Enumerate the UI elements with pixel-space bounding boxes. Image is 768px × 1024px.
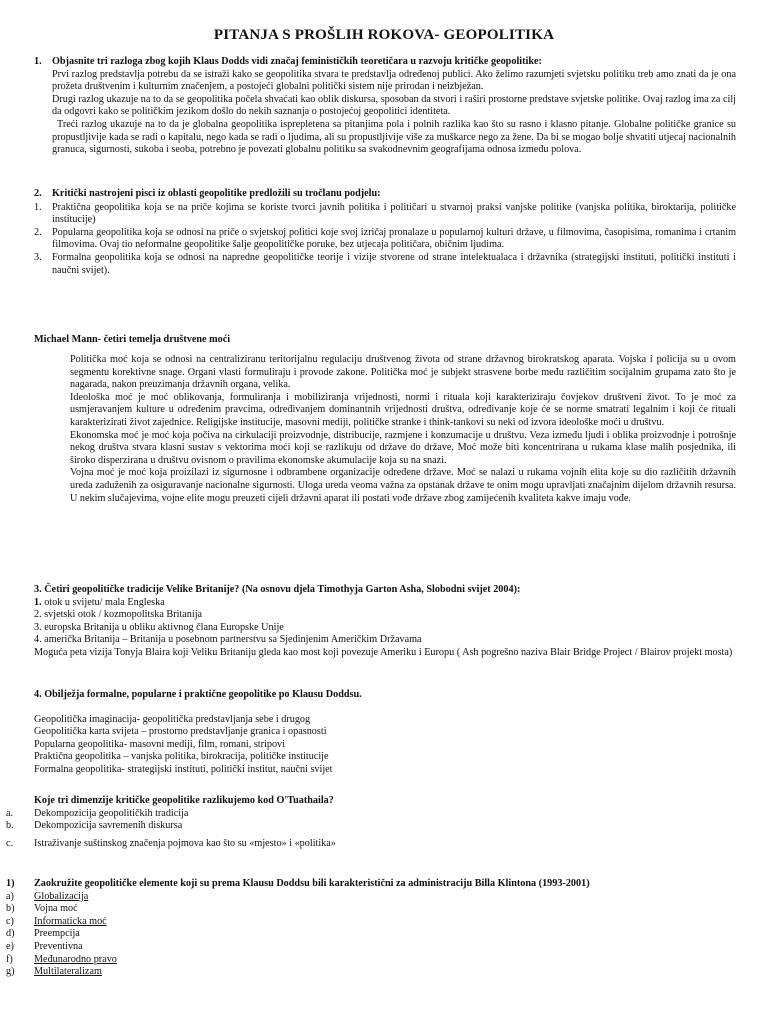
q1-paragraph: Treći razlog ukazuje na to da je globalna geopolitika isprepletena sa pitanjima pola i polnih razlika kao što su rasno i klasno pitanje. Globalne političke granice su propustljivije kada se radi o kapitalu, nego kada se radi o ljudima, ali su propustljivije više za muškarce nego za žene. Da bi se mogao bolje shvatiti utjecaj nacionalnih granuca, sigurnosti, sukoba i seoba, potrebno je povezati globalnu politiku sa svakodnevnim geografijama odnosa između polova. xyxy=(52,118,736,156)
list-item: Popularna geopolitika- masovni mediji, film, romani, stripovi xyxy=(34,738,285,750)
mann-heading: Michael Mann- četiri temelja društvene moći xyxy=(34,334,231,345)
q1-paragraph: Drugi razlog ukazuje na to da se geopolitika počela shvaćati kao oblik diskursa, sposoban da stvori i raširi prostorne predstave svjetske politike. Ovaj razlog ima za cilj da odgovri kako se političkim jezikom došlo do nekih saznanja o postojećoj geopolitici identiteta. xyxy=(52,93,736,118)
list-item-number: 1. xyxy=(34,201,42,213)
list-item-text: Istraživanje suštinskog značenja pojmova kao što su «mjesto» i «politika» xyxy=(34,837,336,849)
option-letter: e) xyxy=(6,940,14,952)
list-item-letter: a. xyxy=(6,807,14,819)
option-item xyxy=(6,966,736,979)
option-text: Vojna moć xyxy=(34,903,78,915)
question-1-text: Objasnite tri razloga zbog kojih Klaus Dodds vidi značaj feminističkih teoretičara u razvoju kritičke geopolitike: xyxy=(52,56,542,67)
question-4 xyxy=(34,689,736,777)
list-item-text: Praktična geopolitika koja se na priče kojima se koriste tvorci javnih politika i političari u stvarnoj praksi vanjske politike (vanjska politika, biroktarija, političke institucije) xyxy=(52,201,736,226)
list-item: 2. svjetski otok / kozmopolitska Britanija xyxy=(34,609,203,621)
list-item-text: otok u svijetu/ mala Engleska xyxy=(41,596,165,608)
option-item xyxy=(6,941,736,954)
list-item xyxy=(34,202,736,227)
question-5-heading: Koje tri dimenzije kritičke geopolitike razlikujemo kod O'Tuathaila? xyxy=(34,795,334,806)
option-item xyxy=(6,903,736,916)
option-item xyxy=(6,928,736,941)
list-item xyxy=(34,252,736,277)
page-title: PITANJA S PROŠLIH ROKOVA- GEOPOLITIKA xyxy=(213,27,555,43)
question-6 xyxy=(6,878,736,979)
option-item xyxy=(6,954,736,967)
option-item xyxy=(6,916,736,929)
option-text: Preventivna xyxy=(34,940,83,952)
mann-paragraph: Ekonomska moć je moć koja počiva na cirkulaciji proizvodnje, distribucije, razmjene i konzumacije u društvu. Veza između ljudi i oblika proizvodnje i potrošnje nekog društva stvara klasni sustav s vektorima moći koji se razlikuju od države do države. Moć može biti koncentrirana u rukama klase malih posjednika, ili široko disperzirana u društvu ovisnom o pravilima ekonomske akumulacije koja su na snazi. xyxy=(70,429,736,466)
list-item-letter: c. xyxy=(6,837,14,849)
list-item-text: Formalna geopolitika koja se odnosi na napredne geopolitičke teorije i vizije stvorene od strane intelektualaca i državnika (strategijski instituti, politički instituti i naučni svijet). xyxy=(52,251,736,276)
list-item-text: Popularna geopolitika koja se odnosi na priče o svjetskoj politici koje svoj izričaj pronalaze u popularnoj kulturi države, u filmovima, časopisima, romanima i crtanim filmovima. Ovaj tio neformalne geopolitike šalje geopolitičke poruke, bez utjecaja političara, običnim ljudima. xyxy=(52,226,736,251)
list-item: 4. američka Britanija – Britanija u posebnom partnerstvu sa Sjedinjenim Američkim Državama xyxy=(34,634,422,646)
mann-paragraph: Vojna moć je moć koja proizilazi iz sigurnosne i odbrambene organizacije određene države. Moć se nalazi u rukama vojnih elita koje su dio različitih državnih ureda zaduženih za osiguravanje nacionalne sigurnosti. Uloga ureda veoma važna za opstanak države te onim mogu upravljati značajnim dijelom državnih resursa. U nekim slučajevima, vojne elite mogu preuzeti cijeli državni aparat ili postati vođe države zbog zamijećenih kvaliteta kakve imaju vođe. xyxy=(70,467,736,504)
option-letter: b) xyxy=(6,903,15,915)
question-2-number: 2. xyxy=(34,188,42,199)
question-3-heading: 3. Četiri geopolitičke tradicije Velike Britanije? (Na osnovu djela Timothyja Garton Asha, Slobodni svijet 2004): xyxy=(34,584,521,595)
list-item-text: Dekompozicija savremenih diskursa xyxy=(34,820,183,832)
mann-paragraph: Politička moć koja se odnosi na centraliziranu teritorijalnu regulaciju društvenog života od strane državnog birokratskog aparata. Vojska i policija su u ovom segmentu korektivne snage. Organi vlasti formuliraju i provode zakone. Politička moć je subjekt strasvene borbe među različitim socijalnim grupama zato što je nagarada, nakon preuzimanja državnih organa, velika. xyxy=(70,354,736,391)
list-item xyxy=(34,597,736,610)
list-item: Praktična geopolitika – vanjska politika, birokracija, političke institucije xyxy=(34,751,329,763)
mann-section xyxy=(70,354,736,505)
list-item: Formalna geopolitika- strategijski instituti, politički institut, naučni svijet xyxy=(34,763,333,775)
option-text: Preempcija xyxy=(34,928,80,940)
question-1 xyxy=(34,56,736,157)
list-item-letter: b. xyxy=(6,820,14,832)
option-text: Međunarodno pravo xyxy=(34,953,117,965)
option-text: Informaticka moć xyxy=(34,915,107,927)
question-2 xyxy=(34,188,736,277)
q1-paragraph: Prvi razlog predstavlja potrebu da se istraži kako se geopolitika stvara te predstavlja određenoj publici. Ako želimo razumjeti svjetsku politiku treb amo znati da je ona prožeta društvenim i kulturnim značenjem, a postojeći globalni politički sistem nije prirodan i neizbježan. xyxy=(52,68,736,93)
option-letter: g) xyxy=(6,966,15,978)
option-item xyxy=(6,891,736,904)
question-6-number: 1) xyxy=(6,878,15,889)
list-item xyxy=(34,227,736,252)
option-text: Globalizacija xyxy=(34,890,89,902)
mann-paragraph: Ideološka moć je moć oblikovanja, formuliranja i mobiliziranja vrijednosti, normi i rituala koji karakteriziraju čovjekov društveni život. To je moć za usmjeravanjem kulture u određenim pravcima, određivanjem dominantnih vrijednosti društva, određivanje koje će se norme smatrati legalnim i koji će rituali karakterizirati život zajednice. Religijske institucije, masovni mediji, političke stranke i think-tankovi su neki od izvora ideološke moći u društvu. xyxy=(70,391,736,428)
list-item-text: Dekompozicija geopolitičkih tradicija xyxy=(34,807,189,819)
list-item: Geopolitička karta svijeta – prostorno predstavljanje granica i opasnosti xyxy=(34,726,327,738)
list-item: 3. europska Britanija u obliku aktivnog člana Europske Unije xyxy=(34,621,284,633)
question-4-heading: 4. Obilježja formalne, popularne i praktične geopolitike po Klausu Doddsu. xyxy=(34,689,362,700)
option-text: Multilateralizam xyxy=(34,966,102,978)
option-letter: f) xyxy=(6,953,13,965)
question-2-text: Kritički nastrojeni pisci iz oblasti geopolitike predložili su tročlanu podjelu: xyxy=(52,188,381,199)
list-item xyxy=(6,838,736,851)
option-letter: a) xyxy=(6,890,14,902)
question-6-heading-row xyxy=(6,878,736,891)
list-item: Geopolitička imaginacija- geopolitička predstavljanja sebe i drugog xyxy=(34,713,311,725)
list-item xyxy=(6,820,736,833)
list-item-number: 2. xyxy=(34,226,42,238)
list-item-number: 3. xyxy=(34,251,42,263)
question-1-number: 1. xyxy=(34,56,42,67)
list-item-number: 1. xyxy=(34,596,42,608)
option-letter: d) xyxy=(6,928,15,940)
question-5 xyxy=(6,795,736,850)
question-6-heading: Zaokružite geopolitičke elemente koji su prema Klausu Doddsu bili karakteristični za administraciju Billa Klintona (1993-2001) xyxy=(34,878,590,889)
list-item xyxy=(6,808,736,821)
question-3 xyxy=(34,584,736,660)
q3-note: Moguća peta vizija Tonyja Blaira koji Veliku Britaniju gleda kao most koji povezuje Ameriku i Europu ( Ash pogrešno naziva Blair Bridge Project / Blairov projekt mosta) xyxy=(34,646,733,658)
option-letter: c) xyxy=(6,915,14,927)
